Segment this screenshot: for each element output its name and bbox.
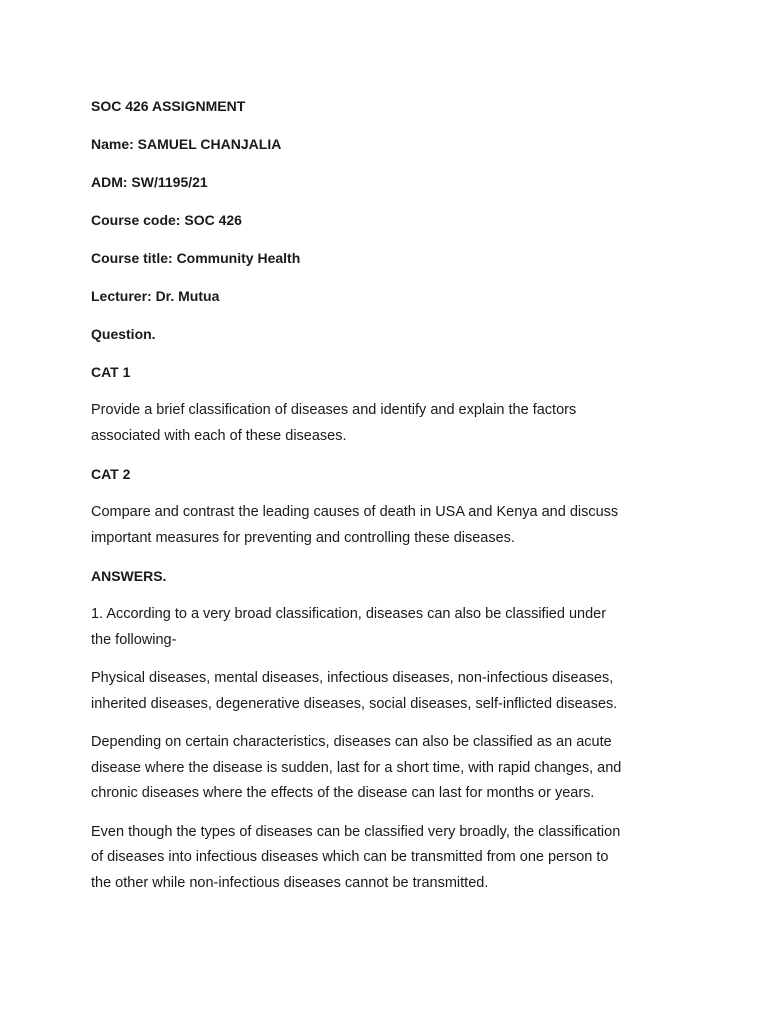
document-page [91, 94, 691, 909]
assignment-title: SOC 426 ASSIGNMENT [91, 98, 246, 114]
answer-paragraph [91, 602, 691, 653]
text-line: important measures for preventing and controlling these diseases. [91, 529, 515, 546]
text-line: disease where the disease is sudden, last for a short time, with rapid changes, and [91, 759, 622, 776]
text-line: associated with each of these diseases. [91, 427, 347, 444]
text-line: 1. According to a very broad classification, diseases can also be classified under [91, 606, 607, 622]
cat1-heading: CAT 1 [91, 364, 131, 380]
answer-paragraph [91, 666, 691, 717]
cat2-question [91, 500, 691, 551]
text-line: Depending on certain characteristics, diseases can also be classified as an acute [91, 734, 612, 750]
question-heading: Question. [91, 326, 156, 342]
course-code: Course code: SOC 426 [91, 212, 242, 228]
text-line: Compare and contrast the leading causes of death in USA and Kenya and discuss [91, 504, 619, 520]
course-title: Course title: Community Health [91, 250, 301, 266]
answer-paragraph [91, 730, 691, 807]
answers-heading: ANSWERS. [91, 568, 167, 584]
text-line: Provide a brief classification of diseases and identify and explain the factors [91, 402, 577, 418]
answer-paragraph [91, 820, 691, 897]
text-line: inherited diseases, degenerative diseases, social diseases, self-inflicted diseases. [91, 695, 618, 712]
cat1-question [91, 398, 691, 449]
text-line: the following- [91, 631, 177, 648]
admission-number: ADM: SW/1195/21 [91, 174, 208, 190]
text-line: the other while non-infectious diseases cannot be transmitted. [91, 874, 489, 891]
lecturer: Lecturer: Dr. Mutua [91, 288, 220, 304]
cat2-heading: CAT 2 [91, 466, 131, 482]
text-line: chronic diseases where the effects of the disease can last for months or years. [91, 785, 595, 801]
text-line: Physical diseases, mental diseases, infectious diseases, non-infectious diseases, [91, 670, 614, 686]
student-name: Name: SAMUEL CHANJALIA [91, 136, 282, 152]
text-line: of diseases into infectious diseases which can be transmitted from one person to [91, 849, 609, 865]
text-line: Even though the types of diseases can be classified very broadly, the classification [91, 823, 621, 840]
